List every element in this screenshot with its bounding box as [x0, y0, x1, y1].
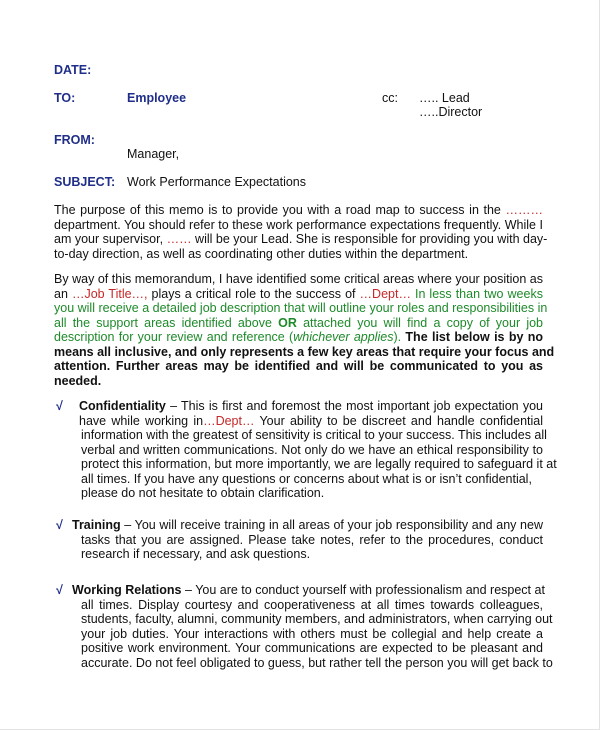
text-span: will be your Lead. She is responsible for providing you with day- [195, 232, 548, 246]
placeholder-dept: …Dept… [203, 413, 255, 428]
bullet-line: tasks that you are assigned. Please take notes, refer to the procedures, conduct [81, 532, 543, 547]
checkmark-icon: √ [56, 399, 63, 413]
green-text: ). [393, 330, 402, 344]
bullet-body-cont [81, 428, 557, 501]
green-text: attached you will find a copy of your job [303, 315, 543, 330]
green-italic-text: whichever applies [293, 330, 394, 344]
para2-line [54, 330, 543, 345]
bullet-body-cont [81, 597, 553, 671]
bold-text: The list below is by no [405, 330, 544, 344]
from-value: Manager, [127, 147, 180, 161]
subject-value: Work Performance Expectations [127, 175, 307, 189]
placeholder-job-title: …Job Title…, [71, 286, 148, 301]
para1-line: department. You should refer to these work performance expectations frequently. While I [54, 217, 543, 232]
bullet-title: Working Relations [72, 583, 182, 597]
bullet-confidentiality [56, 399, 557, 509]
bullet-line: positive work environment. Your communications are expected to be pleasant and [81, 641, 543, 655]
memorandum-paragraph [54, 272, 555, 388]
bullet-line: all times. Display courtesy and cooperativeness at all times towards colleagues, [81, 597, 543, 612]
cc-line-director: …..Director [419, 105, 483, 119]
purpose-paragraph [54, 203, 548, 261]
para2-line: attention. Further areas may be identified and will be communicated to you as [54, 359, 543, 373]
bullet-line: all times. If you have any questions or concerns about what is or isn’t confidential, [81, 471, 532, 486]
bullet-line: students, faculty, alumni, community members, and administrators, when carrying out [81, 612, 553, 626]
para2-line [54, 287, 543, 302]
bullet-line: information with the greatest of sensitivity is critical to your success. This includes all [81, 428, 547, 442]
para2-line: needed. [54, 373, 102, 388]
placeholder-lead: …… [166, 232, 192, 246]
from-label: FROM: [54, 133, 95, 147]
bullet-line [72, 583, 543, 598]
placeholder-dept: ……… [505, 203, 544, 217]
bullet-working-relations [56, 583, 553, 675]
bullet-line: accurate. Do not feel obligated to guess, but rather tell the person you will get back to [81, 655, 553, 670]
bullet-line: please do not hesitate to obtain clarification. [81, 486, 325, 500]
bullet-training [56, 518, 543, 564]
date-label: DATE: [54, 63, 92, 77]
text-span: The purpose of this memo is to provide you with a road map to success in the [54, 203, 501, 217]
bullet-body-cont [79, 414, 543, 429]
to-value: Employee [127, 91, 187, 105]
bullet-body [72, 518, 543, 533]
bullet-line [79, 414, 543, 429]
text-span: am your supervisor, [54, 232, 164, 246]
bullet-title: Training [72, 518, 121, 532]
bullet-line: research if necessary, and ask questions. [81, 547, 311, 561]
green-text: description for your review and reference ( [54, 330, 294, 344]
bullet-line [72, 518, 543, 533]
para2-line: you will receive a detailed job description that will outline your roles and responsibilities in [54, 301, 548, 315]
placeholder-dept: …Dept… [359, 286, 411, 301]
bullet-line: your job duties. Your interactions with others must be collegial and help create a [81, 626, 543, 641]
or-emphasis: OR [278, 315, 297, 330]
para2-line [54, 316, 543, 331]
para1-line [54, 232, 548, 247]
text-span: plays a critical role to the success of [151, 286, 356, 301]
text-span: – You will receive training in all areas of your job responsibility and any new [124, 518, 543, 532]
bullet-line: protect this information, but more importantly, we are legally required to safeguard it at [81, 457, 557, 471]
para2-line: means all inclusive, and only represents a few key areas that require your focus and [54, 344, 555, 359]
green-text: all the support areas identified above [54, 315, 272, 330]
para1-line [54, 203, 543, 218]
bullet-line: verbal and written communications. Not only do we have an ethical responsibility to [81, 442, 543, 457]
to-label: TO: [54, 91, 76, 105]
checkmark-icon: √ [56, 518, 63, 532]
text-span: have while working in [79, 413, 204, 428]
para1-line: to-day direction, as well as coordinating other duties within the department. [54, 246, 469, 261]
bullet-line [79, 399, 543, 414]
text-span: Your ability to be discreet and handle confidential [259, 413, 543, 428]
text-span: – You are to conduct yourself with professionalism and respect at [185, 583, 545, 597]
cc-line-lead: ….. Lead [419, 91, 470, 105]
text-span: – This is first and foremost the most important job expectation you [170, 399, 543, 413]
para2-line: By way of this memorandum, I have identified some critical areas where your position as [54, 272, 543, 286]
bullet-body [79, 399, 543, 414]
cc-label: cc: [382, 91, 398, 105]
text-span: an [54, 286, 68, 301]
checkmark-icon: √ [56, 583, 63, 597]
green-text: In less than two weeks [414, 286, 543, 301]
bullet-body-cont [81, 533, 543, 562]
bullet-body [72, 583, 543, 598]
subject-label: SUBJECT: [54, 175, 116, 189]
bullet-title: Confidentiality [79, 399, 166, 413]
